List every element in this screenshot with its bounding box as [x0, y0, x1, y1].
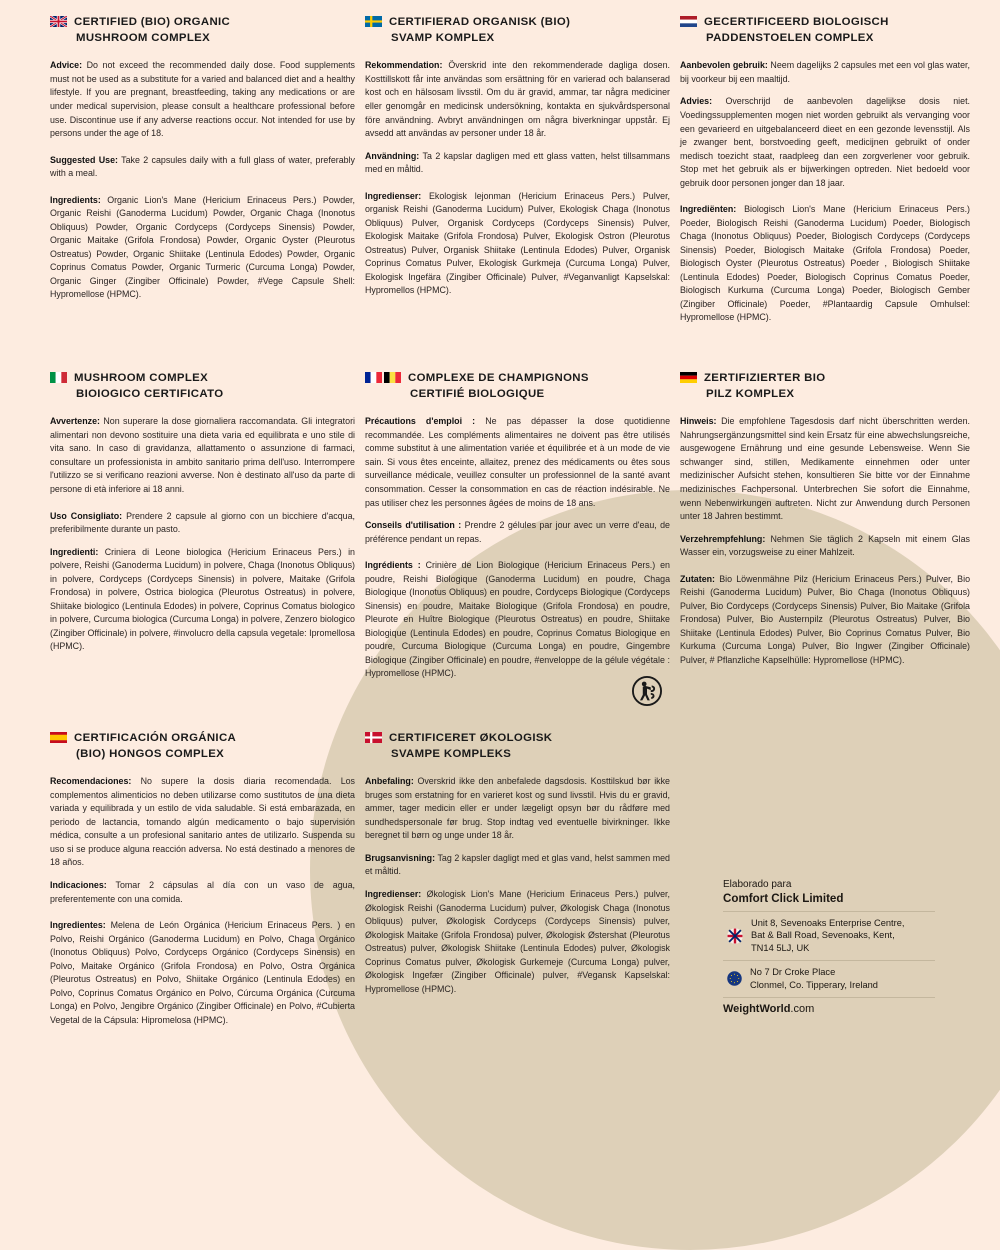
flag-group-en [50, 16, 67, 27]
website-brand: WeightWorld [723, 1002, 791, 1015]
block-label: Användning: [365, 150, 420, 161]
panel-title-nl [704, 14, 889, 46]
language-panel-fr [365, 352, 670, 708]
text-block [50, 510, 355, 537]
text-block [365, 415, 670, 510]
website-line[interactable] [723, 997, 935, 1015]
uk-address-line-2: Bat & Ball Road, Sevenoaks, Kent, [751, 930, 895, 941]
germany-flag-icon [680, 372, 697, 383]
flag-group-de [680, 372, 697, 383]
panel-title-line-2: PADDENSTOELEN COMPLEX [706, 32, 874, 45]
text-block [365, 775, 670, 843]
panel-title-line-2: SVAMP KOMPLEX [391, 32, 495, 45]
language-panel-en [50, 14, 355, 352]
text-block [365, 519, 670, 546]
panel-title-line-1: CERTIFICACIÓN ORGÁNICA [74, 731, 237, 744]
panel-title-line-1: GECERTIFICEERD BIOLOGISCH [704, 16, 889, 28]
panel-title-line-2: (BIO) HONGOS COMPLEX [76, 748, 225, 761]
panel-title-sv [389, 14, 570, 46]
block-label: Ingrediënten: [680, 204, 737, 215]
text-block [365, 852, 670, 879]
block-label: Ingredienser: [365, 888, 422, 899]
uk-address-line-1: Unit 8, Sevenoaks Enterprise Centre, [751, 917, 905, 928]
text-block [50, 154, 355, 181]
block-text: No supere la dosis diaria recomendada. Los complementos alimenticios no deben utilizarse como sustitutos de una dieta variada y equilibrada y un estilo de vida saludable. Si está embarazada, en periodo de lactancia, tomando algún medicamento o bajo supervisión médica, consulte a un profesional sanitario antes de utilizarlo. Suspenda su uso si se produce alguna reacción adversa. No está destinado a menores de 18 años. [50, 776, 355, 868]
panel-header-fr [365, 370, 670, 402]
block-text: Ta 2 kapslar dagligen med ett glass vatten, helst tillsammans med en måltid. [365, 150, 670, 175]
text-block [50, 415, 355, 496]
block-text: Overschrijd de aanbevolen dagelijkse dosis niet. Voedingssupplementen mogen niet worden gebruikt als vervanging voor een gevarieerd en uitgebalanceerd dieet en een gezonde levensstijl. Als je zwanger bent, borstvoeding geeft, medicijnen gebruikt of onder medisch toezicht staat, raadpleeg dan een zorgverlener voor gebruik. Stop met het gebruik als er bijwerkingen optreden. Niet bedoeld voor gebruik door personen jonger dan 18 jaar. [680, 96, 970, 188]
text-block [365, 150, 670, 177]
block-text: Overskrid ikke den anbefalede dagsdosis. Kosttilskud bør ikke bruges som erstatning for en varieret kost og sund livsstil. Hvis du er gravid, ammer, tager medicin eller er under lægeligt opsyn bør du rådføre med sundhedspersonale før brug. Stop indtag ved eventuelle bivirkninger. Ikke beregnet til børn og unge under 18 år. [365, 776, 670, 841]
block-text: Ne pas dépasser la dose quotidienne recommandée. Les compléments alimentaires ne doivent pas être utilisés comme substitut à une alimentation variée et équilibrée et à un mode de vie sain. Si vous êtes enceinte, allaitez, prenez des médicaments ou êtes sous surveillance médicale, veuillez consulter un professionnel de la santé avant consommation. Cesser la consommation en cas de réaction indésirable. Ne pas utiliser chez les personnes âgées de moins de 18 ans. [365, 416, 670, 508]
block-text: Ekologisk lejonman (Hericium Erinaceus Pers.) Pulver, organisk Reishi (Ganoderma Lucidum) Pulver, Ekologisk Chaga (Inonotus Obliquus) Pulver, Organisk Cordyceps (Cordyceps Sinensis) Pulver, Ekologisk Maitake (Grifola Frondosa) Pulver, Ekologisk Ostron (Pleurotus Ostreatus) Pulver, Organisk Shiitake (Lentinula Edodes) Pulver, Organisk Coprinus Comatus Pulver, Ekologisk Gurkmeja (Curcuma Longa) Pulver, Ekologisk Ingefära (Zingiber Officinale) Pulver, #Veganvanligt Kapselskal: Hypromellos (HPMC). [365, 190, 670, 296]
block-label: Zutaten: [680, 573, 716, 584]
text-block [365, 59, 670, 140]
panel-title-line-1: COMPLEXE DE CHAMPIGNONS [408, 371, 589, 384]
uk-address-line-3: TN14 5LJ, UK [751, 943, 810, 954]
block-text: Melena de León Orgánica (Hericium Erinaceus Pers. ) en Polvo, Reishi Orgánico (Ganoderma Lucidum) en Polvo, Chaga Orgánico (Inonotus Obliquus) Polvo, Cordyceps Orgánico (Cordyceps Sinensis) en Polvo, Maitake Orgánico (Grifola Frondosa) en Polvo, Ostra Orgánica (Pleurotus Ostreatus) en Polvo, Shiitake Orgánico (Lentinula Edodes) en Polvo, Coprinus Comatus Orgánico en Polvo, Cúrcuma Orgánica (Curcuma Longa) en Polvo, Jengibre Orgánico (Zingiber Officinale) en Polvo, #Cubierta Vegetal de la Cápsula: Hipromelosa (HPMC). [50, 920, 355, 1025]
text-block [50, 775, 355, 870]
uk-flag-icon [50, 16, 67, 27]
block-label: Advice: [50, 60, 83, 71]
panel-title-line-1: MUSHROOM COMPLEX [74, 371, 209, 384]
block-label: Rekommendation: [365, 60, 443, 71]
block-label: Suggested Use: [50, 154, 118, 165]
block-label: Précautions d'emploi : [365, 416, 476, 427]
block-label: Anbefaling: [365, 776, 414, 787]
block-text: Prendre 2 gélules par jour avec un verre d'eau, de préférence pendant un repas. [365, 520, 670, 544]
panel-title-da [389, 730, 552, 762]
flag-group-it [50, 372, 67, 383]
language-panel-sv [365, 14, 670, 352]
belgium-flag-icon [384, 372, 401, 383]
text-block [365, 559, 670, 681]
block-label: Advies: [680, 96, 713, 107]
panel-title-fr [408, 370, 589, 402]
eu-address-text [750, 966, 878, 992]
eu-flag-icon [727, 971, 742, 986]
uk-flag-icon [727, 928, 743, 944]
language-panel-nl [680, 14, 970, 352]
block-text: Överskrid inte den rekommenderade dagliga dosen. Kosttillskott får inte användas som ersättning för en varierad och balanserad kost och en hälsosam livsstil. Om du är gravid, ammar, tar några mediciner eller genomgår en medicinsk undersökning, kontakta en sjukvårdspersonal före användning. Avbryt användningen om några biverkningar uppstår. Ej avsedd att användas av personer under 18 år. [365, 60, 670, 139]
block-text: Biologisch Lion's Mane (Hericium Erinaceus Pers.) Poeder, Biologisch Reishi (Ganoderma Lucidum) Poeder, Biologisch Chaga (Inonotus Obliquus) Poeder, Biologisch Cordyceps (Cordyceps Sinensis) Poeder, Biologisch Maitake (Grifola Frondosa) Poeder, Biologisch Oyster (Pleurotus Ostreatus) Poeder , Biologisch Shiitake (Lentinula Edodes) Poeder, Biologisch Coprinus Comatus Poeder, Biologisch Kurkuma (Curcuma Longa) Poeder, Biologisch Gember (Zingiber Officinale) Poeder, #Plantaardig Capsule Omhulsel: Hypromellose (HPMC). [680, 204, 970, 323]
panel-title-line-1: CERTIFICERET ØKOLOGISK [389, 731, 553, 744]
block-label: Ingrédients : [365, 560, 421, 571]
panel-title-line-2: BIOIOGICO CERTIFICATO [76, 388, 224, 401]
denmark-flag-icon [365, 732, 382, 743]
block-text: Take 2 capsules daily with a full glass of water, preferably with a meal. [50, 154, 355, 179]
company-name: Comfort Click Limited [723, 892, 844, 905]
panel-title-es [74, 730, 236, 762]
language-panel-es [50, 708, 355, 1054]
panel-header-nl [680, 14, 970, 46]
eu-address-line-1: No 7 Dr Croke Place [750, 967, 836, 978]
flag-group-fr [365, 372, 401, 383]
flag-group-da [365, 732, 382, 743]
text-block [50, 59, 355, 140]
text-block [680, 59, 970, 86]
block-text: Organic Lion's Mane (Hericium Erinaceus Pers.) Powder, Organic Reishi (Ganoderma Lucidum) Powder, Organic Chaga (Inonotus Obliquus) Powder, Organic Cordyceps (Cordyceps Sinensis) Powder, Organic Maitake (Grifola Frondosa) Powder, Organic Oyster (Pleurotus Ostreatus) Powder, Organic Shiitake (Lentinula Edodes) Powder, Organic Coprinus Comatus Powder, Organic Turmeric (Curcuma Longa) Powder, Organic Ginger (Zingiber Officinale) Powder, #Vege Capsule Shell: Hypromellose (HPMC). [50, 194, 355, 300]
block-label: Uso Consigliato: [50, 510, 123, 521]
text-block [680, 203, 970, 325]
text-block [680, 95, 970, 190]
eu-address-row [723, 960, 935, 997]
text-block [365, 190, 670, 298]
block-label: Brugsanvisning: [365, 852, 436, 863]
panel-title-line-1: ZERTIFIZIERTER BIO [704, 371, 826, 384]
block-text: Nehmen Sie täglich 2 Kapseln mit einem Glas Wasser ein, vorzugsweise zu einer Mahlzeit. [680, 533, 970, 558]
panel-header-es [50, 730, 355, 762]
text-block [365, 888, 670, 996]
panel-title-line-2: PILZ KOMPLEX [706, 388, 795, 401]
panel-title-line-2: SVAMPE KOMPLEKS [391, 748, 512, 761]
website-tld: .com [790, 1002, 815, 1015]
block-label: Avvertenze: [50, 416, 100, 427]
panel-header-it [50, 370, 355, 402]
panel-title-line-2: MUSHROOM COMPLEX [76, 32, 211, 45]
block-label: Conseils d'utilisation : [365, 520, 462, 531]
tidyman-icon [632, 676, 662, 706]
block-text: Bio Löwenmähne Pilz (Hericium Erinaceus Pers.) Pulver, Bio Reishi (Ganoderma Lucidum) Pulver, Bio Chaga (Inonotus Obliquus) Pulver, Bio Cordyceps (Cordyceps Sinensis) Pulver, Bio Maitake (Grifola Frondosa) Pulver, Bio Austernpilz (Pleurotus Ostreatus) Pulver, Bio Shiitake (Lentinula Edodes) Pulver, Bio Coprinus Comatus Pulver, Bio Kurkuma (Curcuma Longa) Pulver, Bio Ingwer (Zingiber Officinale) Pulver, # Pflanzliche Kapselhülle: Hypromellose (HPMC). [680, 573, 970, 665]
uk-address-row [723, 911, 935, 960]
block-text: Tomar 2 cápsulas al día con un vaso de agua, preferentemente con una comida. [50, 879, 355, 904]
block-label: Verzehrempfehlung: [680, 533, 766, 544]
language-panel-it [50, 352, 355, 708]
text-block [50, 919, 355, 1027]
block-label: Hinweis: [680, 416, 717, 427]
block-text: Crinière de Lion Biologique (Hericium Erinaceus Pers.) en poudre, Reishi Biologique (Ganoderma Lucidum) en poudre, Chaga Biologique (Inonotus Obliquus) en poudre, Cordyceps Biologique (Cordyceps Sinensis) en poudre, Maitake Biologique (Grifola Frondosa) en poudre, Pleurote en Huître Biologique (Pleurotus Ostreatus) en poudre, Shiitake Biologique (Lentinula Edodes) en poudre, Coprinus Comatus Biologique en poudre, Curcuma Biologique (Curcuma Longa) en poudre, Gingembre Biologique (Zingiber Officinale) en poudre, #enveloppe de la gélule végétale : Hypromellose (HPMC). [365, 560, 670, 679]
block-label: Indicaciones: [50, 879, 107, 890]
block-label: Ingredientes: [50, 920, 106, 931]
block-text: Criniera di Leone biologica (Hericium Erinaceus Pers.) in polvere, Reishi (Ganoderma Lucidum) in polvere, Chaga (Inonotus Obliquus) in polvere, Cordyceps (Cordyceps Sinensis) in polvere, Maitake (Grifola Frondosa) in polvere, Ostrica biologica (Pleurotus Ostreatus) in polvere, Shiitake biologico (Lentinula Edodes) in polvere, Coprinus Comatus biologico in polvere, Curcuma biologica (Curcuma Longa) in polvere, Zenzero biologico (Zingiber Officinale) in polvere, #involucro della capsula vegetale: Ipromellosa (HPMC). [50, 546, 355, 652]
panel-header-en [50, 14, 355, 46]
netherlands-flag-icon [680, 16, 697, 27]
block-text: Økologisk Lion's Mane (Hericium Erinaceus Pers.) pulver, Økologisk Reishi (Ganoderma Lucidum) pulver, Økologisk Chaga (Inonotus Obliquus) pulver, Økologisk Cordyceps (Cordyceps Sinensis) pulver, Økologisk Maitake (Grifola Frondosa) pulver, Økologisk Østershat (Pleurotus Ostreatus) pulver, Økologisk Shiitake (Lentinula Edodes) pulver, Økologisk Coprinus Comatus pulver, Økologisk Gurkemeje (Curcuma Longa) pulver, Økologisk Ingefær (Zingiber Officinale) pulver, #Vegansk Kapselskal: Hypromellose (HPMC). [365, 888, 670, 994]
italy-flag-icon [50, 372, 67, 383]
text-block [50, 194, 355, 302]
block-label: Ingredienti: [50, 546, 99, 557]
panel-title-it [74, 370, 223, 402]
text-block [50, 546, 355, 654]
flag-group-nl [680, 16, 697, 27]
language-panel-de [680, 352, 970, 708]
text-block [50, 879, 355, 906]
block-label: Aanbevolen gebruik: [680, 60, 768, 71]
text-block [680, 573, 970, 668]
block-text: Neem dagelijks 2 capsules met een vol glas water, bij voorkeur bij een maaltijd. [680, 60, 970, 84]
block-label: Recomendaciones: [50, 776, 132, 787]
panel-title-line-2: CERTIFIÉ BIOLOGIQUE [410, 388, 545, 401]
flag-group-sv [365, 16, 382, 27]
block-text: Non superare la dose giornaliera raccomandata. Gli integratori alimentari non devono sostituire una dieta varia ed equilibrata e uno stile di vita sano. In caso di gravidanza, allattamento o assunzione di farmaci, consultare un professionista in ambito sanitario prima dell'uso. Interrompere l'utilizzo se si verificano reazioni avverse. Non è destinato all'uso da parte di persone di età inferiore ai 18 anni. [50, 416, 355, 494]
block-text: Tag 2 kapsler dagligt med et glas vand, helst sammen med et måltid. [365, 852, 670, 877]
made-for-label: Elaborado para [723, 879, 792, 890]
panel-title-line-1: CERTIFIED (BIO) ORGANIC [74, 16, 231, 28]
uk-address-text [751, 917, 904, 955]
panel-header-de [680, 370, 970, 402]
eu-address-line-2: Clonmel, Co. Tipperary, Ireland [750, 979, 878, 990]
panel-title-line-1: CERTIFIERAD ORGANISK (BIO) [389, 16, 571, 28]
panel-title-de [704, 370, 825, 402]
sweden-flag-icon [365, 16, 382, 27]
panel-header-da [365, 730, 670, 762]
spain-flag-icon [50, 732, 67, 743]
text-block [680, 415, 970, 523]
flag-group-es [50, 732, 67, 743]
language-panel-da [365, 708, 670, 1054]
block-text: Do not exceed the recommended daily dose. Food supplements must not be used as a substitute for a varied and balanced diet and a healthy lifestyle. If you are pregnant, breastfeeding, taking any medications or are under medical supervision, please consult a healthcare professional before use. Discontinue use if any adverse reactions occur. Not intended for use by persons under the age of 18. [50, 60, 355, 139]
manufacturer-address-block [723, 878, 935, 1015]
france-flag-icon [365, 372, 382, 383]
block-text: Prendere 2 capsule al giorno con un bicchiere d'acqua, preferibilmente durante un pasto. [50, 510, 355, 535]
block-label: Ingredienser: [365, 190, 422, 201]
block-label: Ingredients: [50, 194, 101, 205]
block-text: Die empfohlene Tagesdosis darf nicht überschritten werden. Nahrungsergänzungsmittel sind kein Ersatz für eine abwechslungsreiche, ausgewogene Ernährung und eine gesunde Lebensweise. Wenn Sie schwanger sind, stillen, Medikamente einnehmen oder unter medizinischer Aufsicht stehen, konsultieren Sie bitte vor der Einnahme medizinisches Fachpersonal. Unterbrechen Sie sofort die Einnahme, wenn Nebenwirkungen auftreten. Nicht zur Anwendung durch Personen unter 18 Jahren bestimmt. [680, 416, 970, 522]
panel-title-en [74, 14, 230, 46]
text-block [680, 533, 970, 560]
panel-header-sv [365, 14, 670, 46]
